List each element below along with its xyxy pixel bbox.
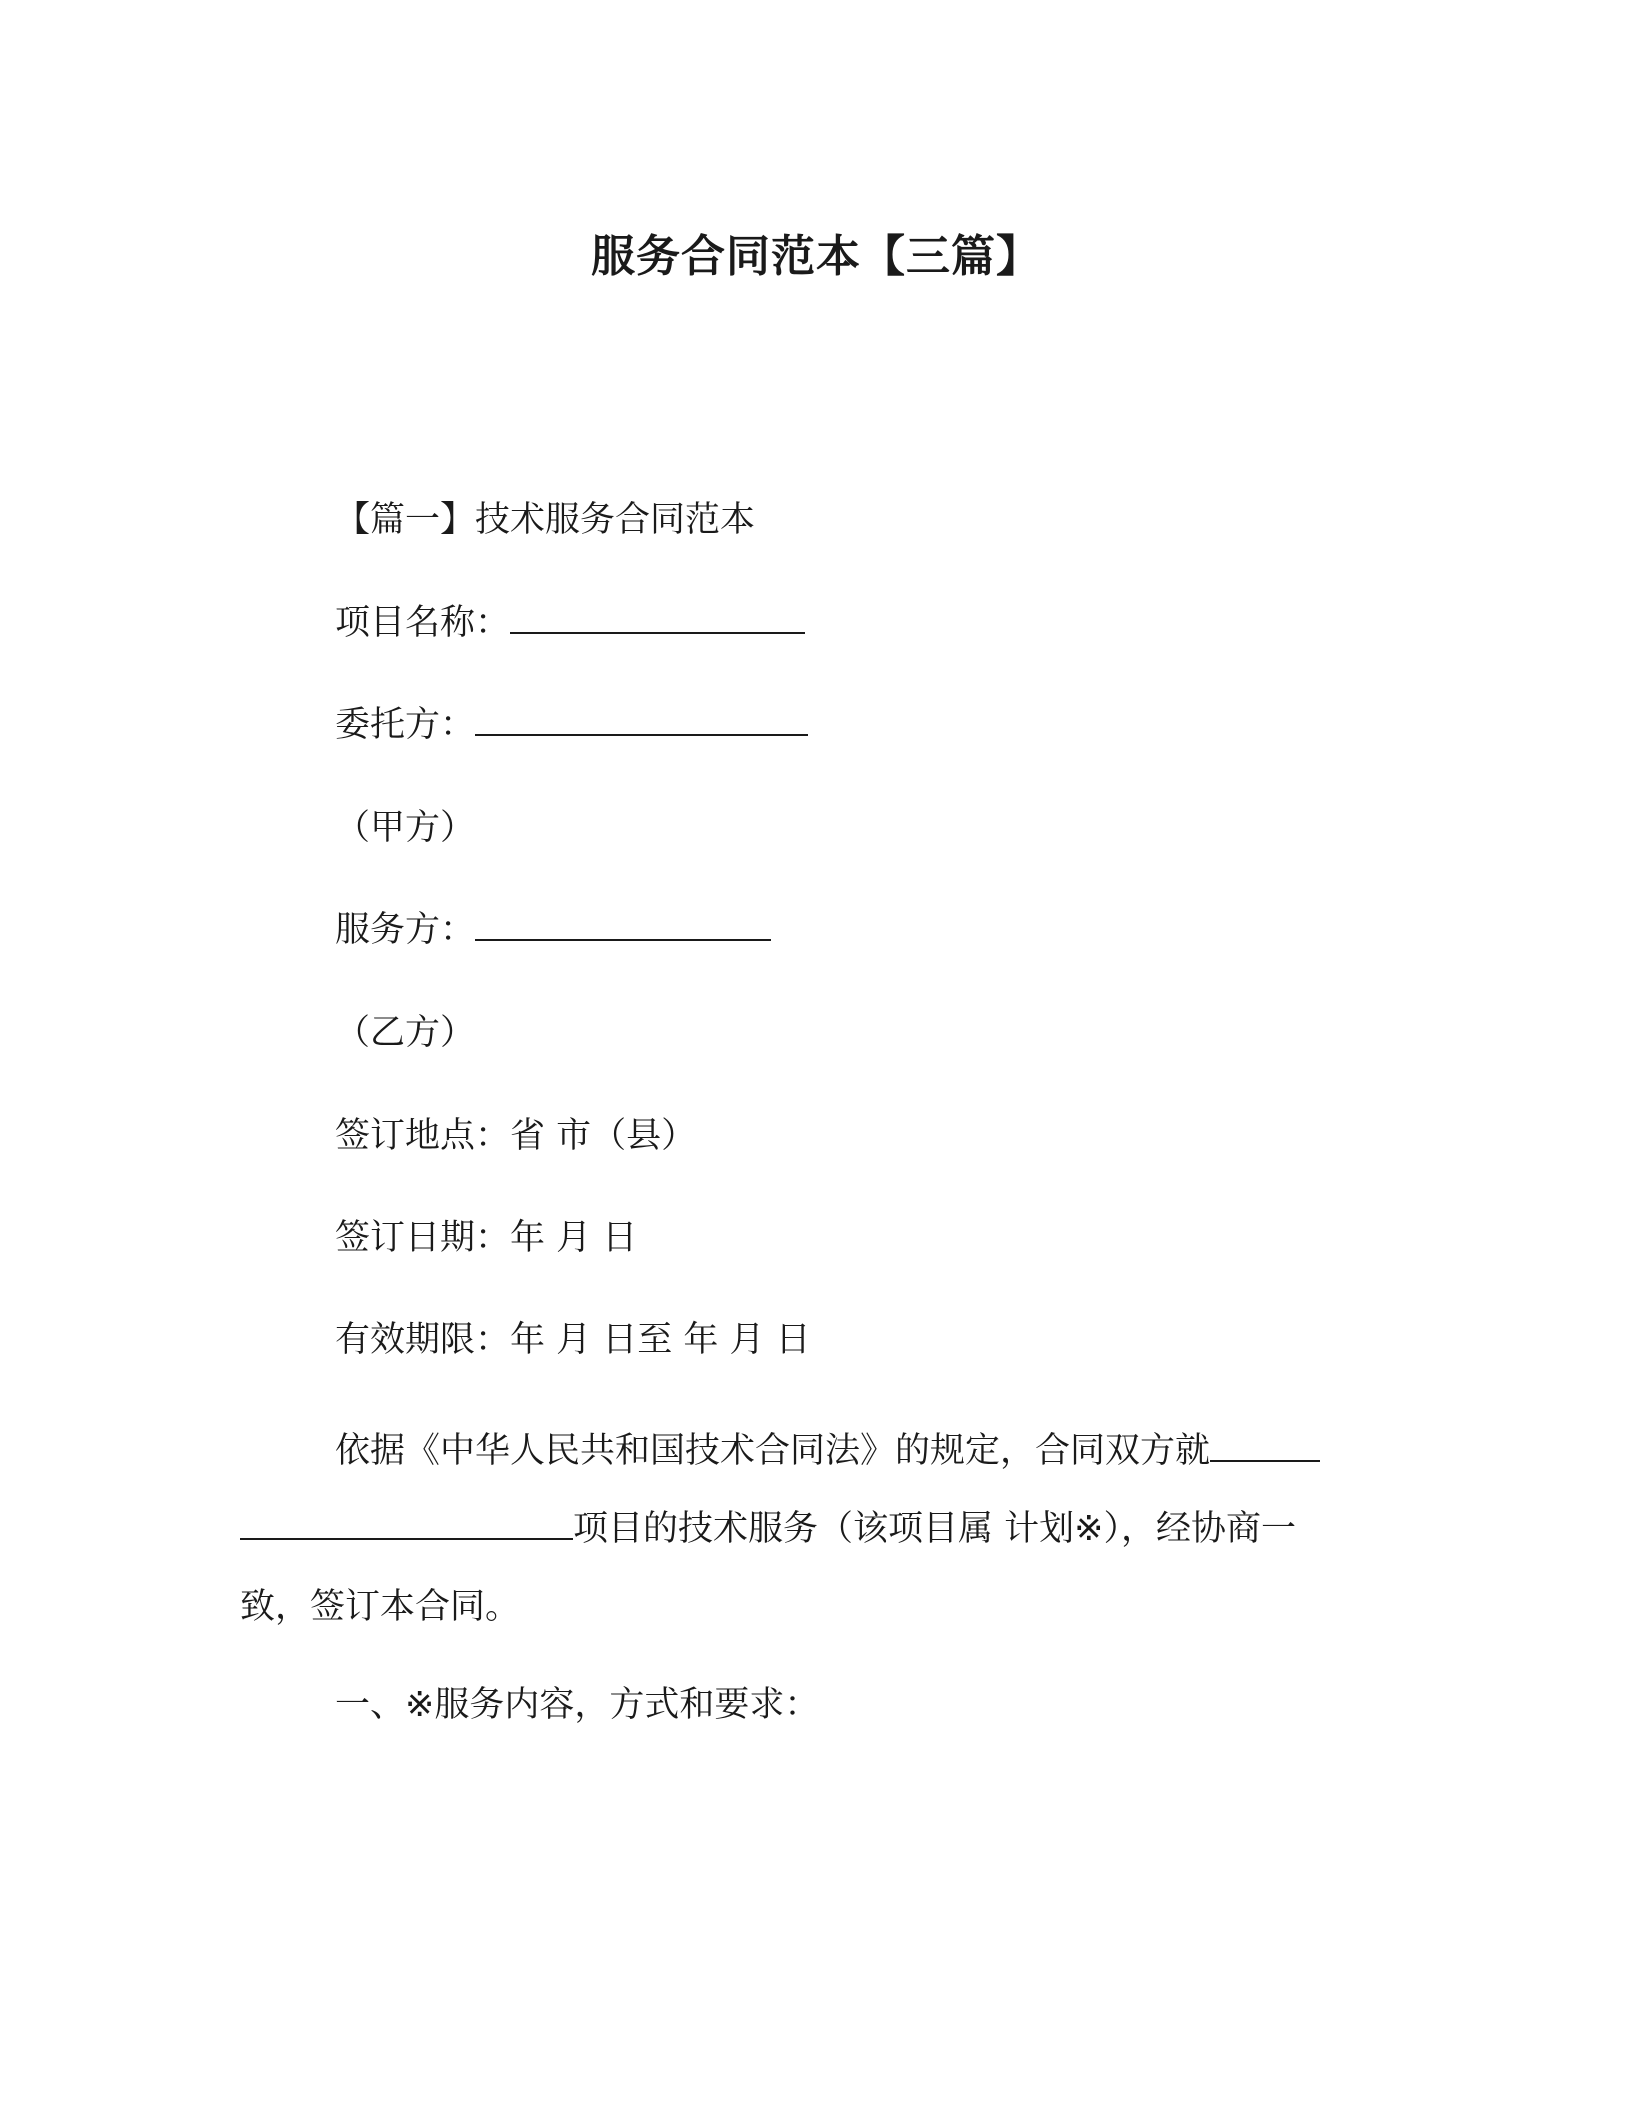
field-service-provider	[335, 905, 771, 955]
field-service-provider-label: 服务方：	[335, 910, 476, 950]
field-client	[335, 700, 808, 750]
field-validity-period	[335, 1315, 811, 1365]
client-blank	[475, 700, 808, 736]
section-heading: 【篇一】技术服务合同范本	[335, 500, 756, 540]
intro-line-3: 致，签订本合同。	[240, 1587, 521, 1627]
project-name-blank	[510, 598, 805, 634]
field-party-a	[335, 803, 475, 853]
validity-period-label: 有效期限：年 月 日至 年 月 日	[335, 1320, 811, 1360]
signing-date-label: 签订日期：年 月 日	[335, 1218, 638, 1258]
intro-blank-2	[240, 1504, 573, 1540]
field-party-b	[335, 1008, 475, 1058]
document-title: 服务合同范本【三篇】	[591, 231, 1041, 282]
field-project-name	[335, 598, 805, 648]
intro-blank-1	[1210, 1426, 1320, 1462]
field-project-name-label: 项目名称：	[335, 603, 511, 643]
intro-line-2-text: 项目的技术服务（该项目属 计划※），经协商一	[573, 1509, 1296, 1549]
intro-paragraph	[240, 1412, 1380, 1646]
party-b-label: （乙方）	[335, 1013, 476, 1053]
signing-place-label: 签订地点：省 市（县）	[335, 1116, 697, 1156]
intro-line-2	[240, 1490, 1380, 1568]
clause-1-heading: 一、※服务内容，方式和要求：	[335, 1685, 820, 1725]
service-provider-blank	[475, 905, 771, 941]
party-a-label: （甲方）	[335, 808, 476, 848]
field-signing-place	[335, 1111, 696, 1161]
field-signing-date	[335, 1213, 637, 1263]
intro-line-1	[240, 1412, 1380, 1490]
intro-line-1-text: 依据《中华人民共和国技术合同法》的规定，合同双方就	[335, 1431, 1211, 1471]
field-client-label: 委托方：	[335, 705, 476, 745]
